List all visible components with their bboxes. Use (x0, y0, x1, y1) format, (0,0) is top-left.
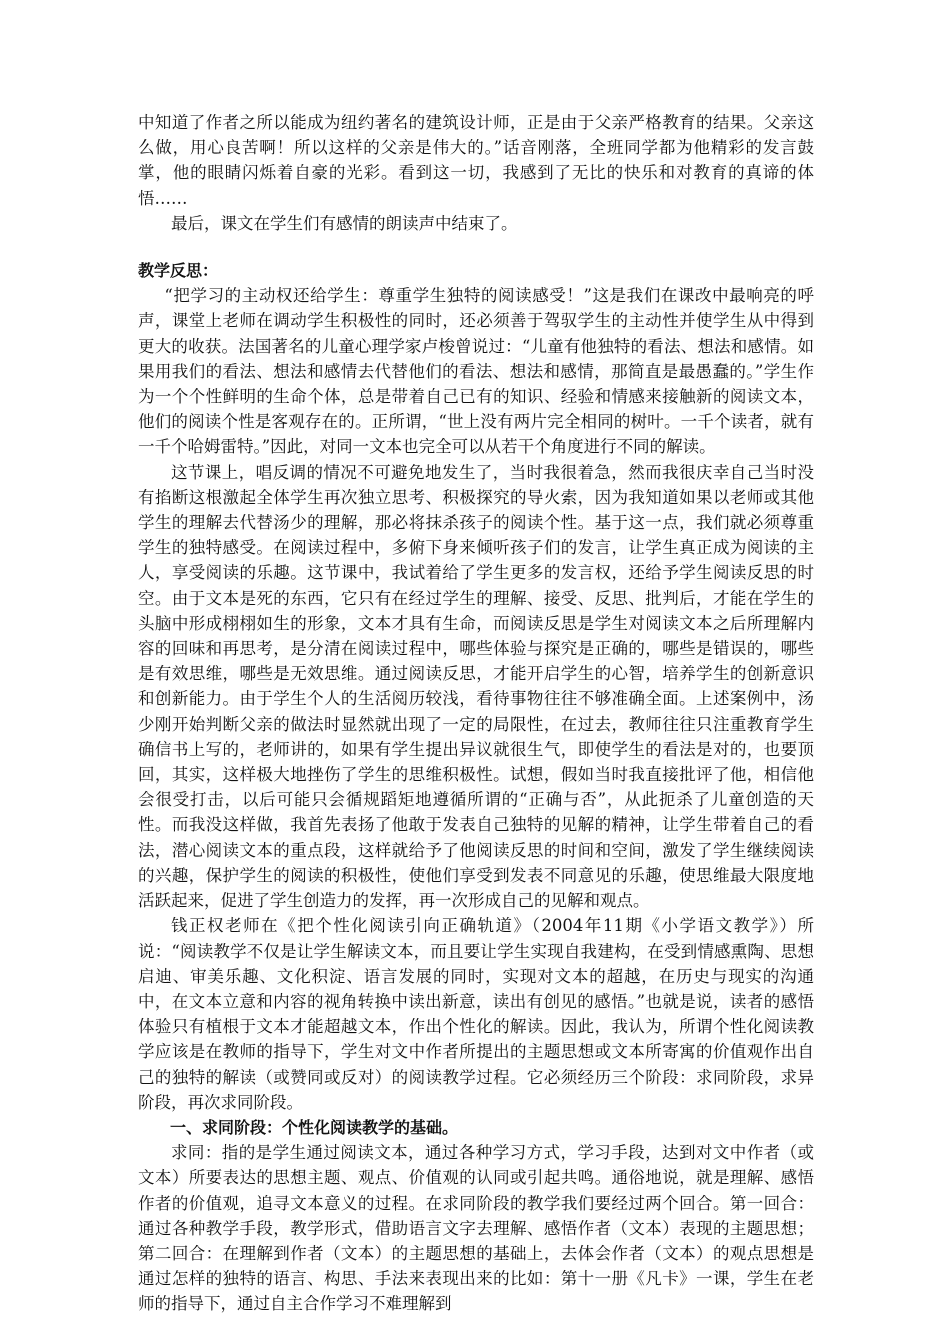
paragraph-gap (138, 236, 814, 258)
heading-teaching-reflection: 教学反思： (138, 261, 219, 281)
paragraph-intro-1: 中知道了作者之所以能成为纽约著名的建筑设计师，正是由于父亲严格教育的结果。父亲这么做，用心良苦啊！所以这样的父亲是伟大的。”话音刚落，全班同学都为他精彩的发言鼓掌，他的眼睛闪烁着自豪的光彩。看到这一切，我感到了无比的快乐和对教育的真谛的体悟…… (138, 113, 814, 208)
paragraph-reflection-3: 钱正权老师在《把个性化阅读引向正确轨道》（2004年11期《小学语文教学》）所说：“阅读教学不仅是让学生解读文本，而且要让学生实现自我建构，在受到情感熏陶、思想启迪、审美乐趣、文化积淀、语言发展的同时，实现对文本的超越，在历史与现实的沟通中，在文本立意和内容的视角转换中读出新意，读出有创见的感悟。”也就是说，读者的感悟体验只有植根于文本才能超越文本，作出个性化的解读。因此，我认为，所谓个性化阅读教学应该是在教师的指导下，学生对文中作者所提出的主题思想或文本所寄寓的价值观作出自己的独特的解读（或赞同或反对）的阅读教学过程。它必须经历三个阶段：求同阶段，求异阶段，再次求同阶段。 (138, 916, 814, 1112)
paragraph-reflection-1: “把学习的主动权还给学生：尊重学生独特的阅读感受！”这是我们在课改中最响亮的呼声，课堂上老师在调动学生积极性的同时，还必须善于驾驭学生的主动性并使学生从中得到更大的收获。法国著名的儿童心理学家卢梭曾说过：“儿童有他独特的看法、想法和感情。如果用我们的看法、想法和感情去代替他们的看法、想法和感情，那简直是最愚蠢的。”学生作为一个个性鲜明的生命个体，总是带着自己已有的知识、经验和情感来接触新的阅读文本，他们的阅读个性是客观存在的。正所谓，“世上没有两片完全相同的树叶。一千个读者，就有一千个哈姆雷特。”因此，对同一文本也完全可以从若干个角度进行不同的解读。 (138, 286, 814, 457)
paragraph-intro-2: 最后，课文在学生们有感情的朗读声中结束了。 (171, 213, 518, 233)
document-page (138, 110, 814, 1317)
paragraph-stage-one: 求同：指的是学生通过阅读文本，通过各种学习方式，学习手段，达到对文中作者（或文本）所要表达的思想主题、观点、价值观的认同或引起共鸣。通俗地说，就是理解、感悟作者的价值观，追寻文本意义的过程。在求同阶段的教学我们要经过两个回合。第一回合：通过各种教学手段，教学形式，借助语言文字去理解、感悟作者（文本）表现的主题思想；第二回合：在理解到作者（文本）的主题思想的基础上，去体会作者（文本）的观点思想是通过怎样的独特的语言、构思、手法来表现出来的比如：第十一册《凡卡》一课，学生在老师的指导下，通过自主合作学习不难理解到 (138, 1143, 814, 1314)
heading-stage-one: 一、求同阶段：个性化阅读教学的基础。 (170, 1117, 459, 1137)
paragraph-reflection-2: 这节课上，唱反调的情况不可避免地发生了，当时我很着急，然而我很庆幸自己当时没有掐断这根激起全体学生再次独立思考、积极探究的导火索，因为我知道如果以老师或其他学生的理解去代替汤少的理解，那必将抹杀孩子的阅读个性。基于这一点，我们就必须尊重学生的独特感受。在阅读过程中，多俯下身来倾听孩子们的发言，让学生真正成为阅读的主人，享受阅读的乐趣。这节课中，我试着给了学生更多的发言权，还给予学生阅读反思的时空。由于文本是死的东西，它只有在经过学生的理解、接受、反思、批判后，才能在学生的头脑中形成栩栩如生的形象，文本才具有生命，而阅读反思是学生对阅读文本之后所理解内容的回味和再思考，是分清在阅读过程中，哪些体验与探究是正确的，哪些是错误的，哪些是有效思维，哪些是无效思维。通过阅读反思，才能开启学生的心智，培养学生的创新意识和创新能力。由于学生个人的生活阅历较浅，看待事物往往不够准确全面。上述案例中，汤少刚开始判断父亲的做法时显然就出现了一定的局限性，在过去，教师往往只注重教育学生确信书上写的，老师讲的，如果有学生提出异议就很生气，即使学生的看法是对的，也要顶回，其实，这样极大地挫伤了学生的思维积极性。试想，假如当时我直接批评了他，相信他会很受打击，以后可能只会循规蹈矩地遵循所谓的“正确与否”，从此扼杀了儿童创造的天性。而我没这样做，我首先表扬了他敢于发表自己独特的见解的精神，让学生带着自己的看法，潜心阅读文本的重点段，这样就给予了他阅读反思的时间和空间，激发了学生继续阅读的兴趣，保护学生的阅读的积极性，使他们享受到发表不同意见的乐趣，使思维最大限度地活跃起来，促进了学生创造力的发挥，再一次形成自己的见解和观点。 (138, 462, 814, 911)
